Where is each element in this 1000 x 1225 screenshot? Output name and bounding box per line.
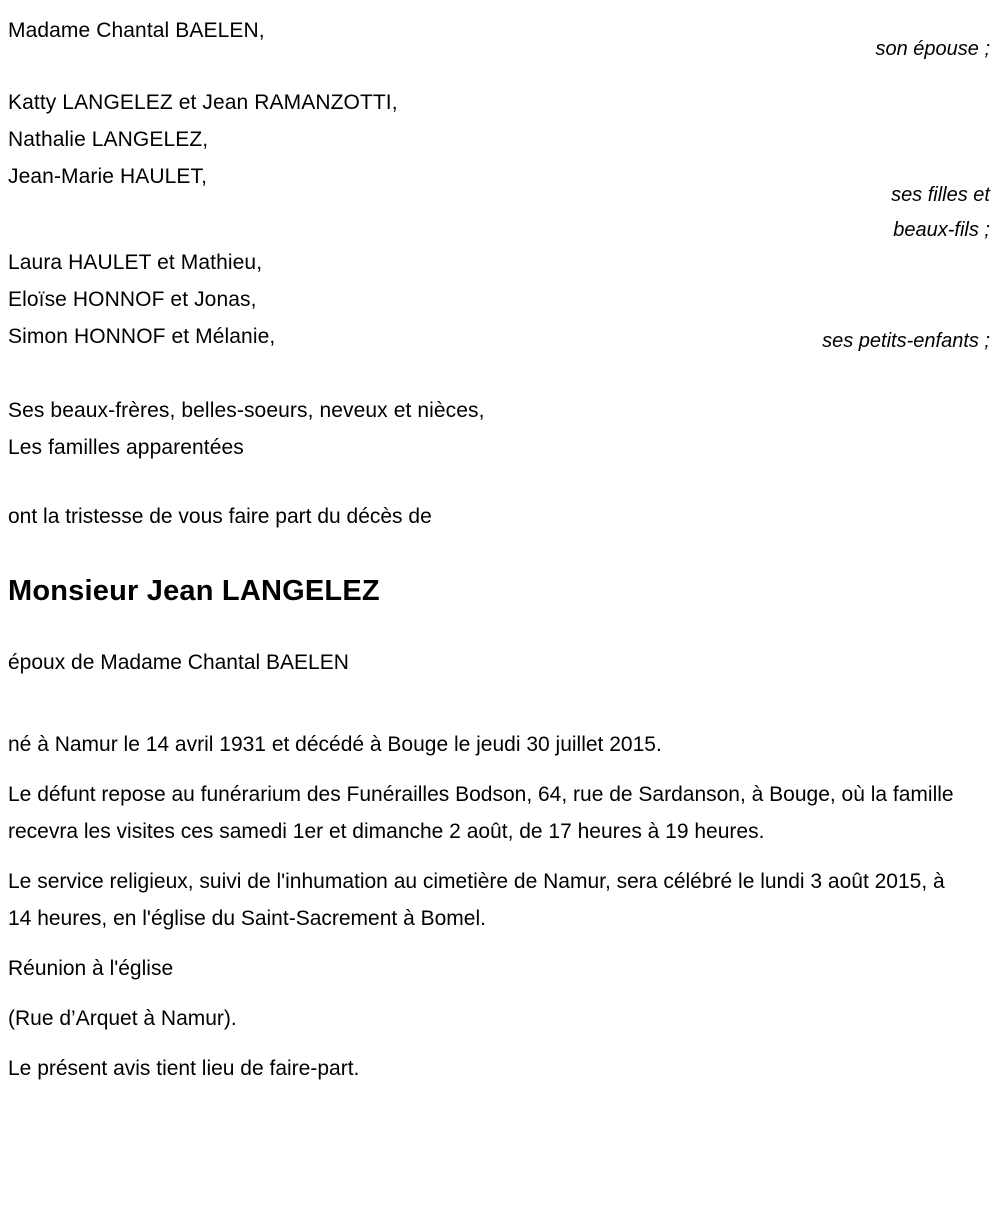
family-block-spouse <box>8 12 990 76</box>
family-member-name: Jean-Marie HAULET, <box>8 165 208 188</box>
family-block-other-relatives <box>8 384 990 488</box>
detail-paragraph-religious-service: Le service religieux, suivi de l'inhumation au cimetière de Namur, sera célébré le lundi 3 août 2015, à 14 heures, en l'église du Saint-Sacrement à Bomel. <box>8 870 945 930</box>
relation-label-line: ses petits-enfants ; <box>822 330 990 352</box>
family-member-name: Madame Chantal BAELEN, <box>8 19 265 42</box>
other-relatives-name-list <box>8 392 648 466</box>
deceased-name-heading: Monsieur Jean LANGELEZ <box>8 575 380 607</box>
relation-label-line: beaux-fils ; <box>893 219 990 241</box>
family-member-name: Eloïse HONNOF et Jonas, <box>8 288 257 311</box>
relation-label-line: ses filles et <box>891 184 990 206</box>
family-member-name: Les familles apparentées <box>8 436 244 459</box>
relation-label-spouse <box>875 32 990 67</box>
detail-paragraph-address: (Rue d’Arquet à Namur). <box>8 1007 237 1030</box>
relation-label-grandchildren <box>822 324 990 359</box>
details-section <box>8 726 990 1087</box>
daughters-name-list <box>8 84 648 195</box>
relation-label-line: son épouse ; <box>875 38 990 60</box>
family-block-grandchildren <box>8 234 990 384</box>
deceased-spouse-of-line: époux de Madame Chantal BAELEN <box>8 651 349 674</box>
detail-paragraph-notice-statement: Le présent avis tient lieu de faire-part. <box>8 1057 360 1080</box>
family-member-name: Laura HAULET et Mathieu, <box>8 251 263 274</box>
announcement-lead-line: ont la tristesse de vous faire part du décès de <box>8 505 432 528</box>
family-member-name: Ses beaux-frères, belles-soeurs, neveux et nièces, <box>8 399 485 422</box>
grandchildren-name-list <box>8 244 648 355</box>
detail-paragraph-birth-death: né à Namur le 14 avril 1931 et décédé à Bouge le jeudi 30 juillet 2015. <box>8 733 662 756</box>
family-block-daughters <box>8 76 990 241</box>
family-member-name: Simon HONNOF et Mélanie, <box>8 325 276 348</box>
detail-paragraph-funeral-home: Le défunt repose au funérarium des Funérailles Bodson, 64, rue de Sardanson, à Bouge, où la famille recevra les visites ces samedi 1er et dimanche 2 août, de 17 heures à 19 heures. <box>8 783 954 843</box>
family-member-name: Nathalie LANGELEZ, <box>8 128 209 151</box>
family-member-name: Katty LANGELEZ et Jean RAMANZOTTI, <box>8 91 398 114</box>
spouse-name-list <box>8 12 648 49</box>
detail-paragraph-gathering: Réunion à l'église <box>8 957 174 980</box>
